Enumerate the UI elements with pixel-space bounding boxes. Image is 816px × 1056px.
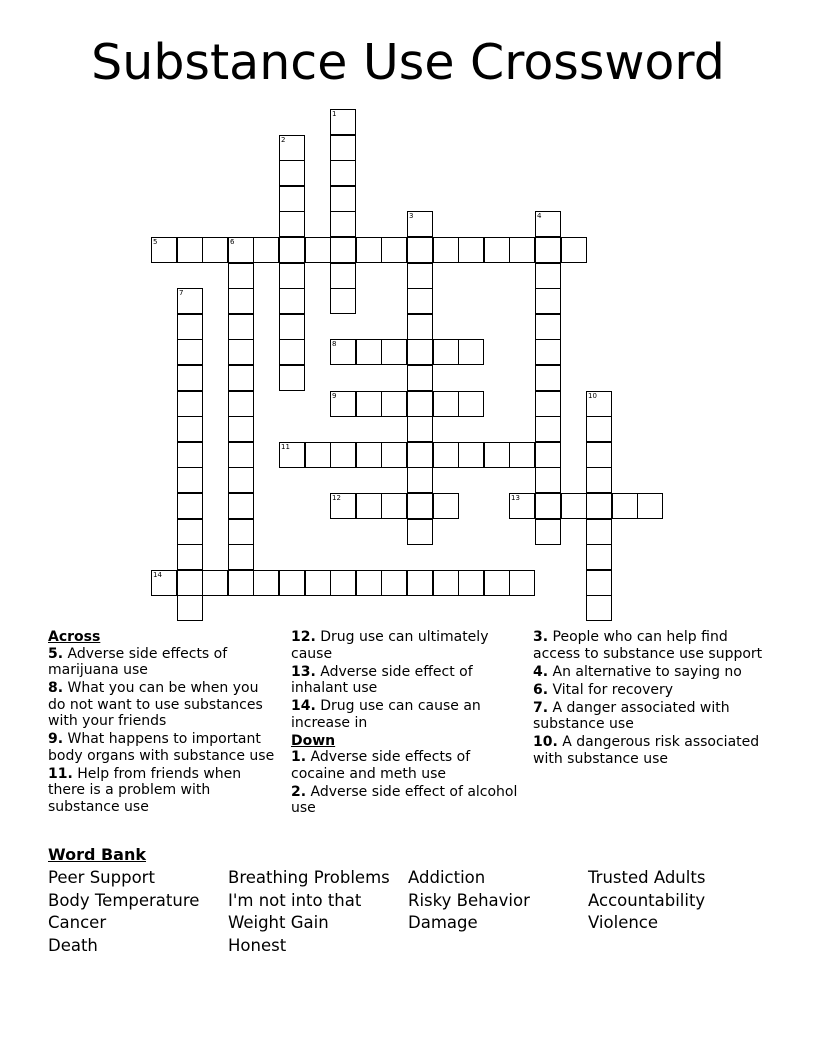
grid-cell[interactable]: [177, 519, 203, 545]
grid-cell[interactable]: [228, 263, 254, 289]
grid-cell[interactable]: [535, 493, 561, 519]
grid-cell[interactable]: [330, 391, 356, 417]
clue-number: 8.: [48, 680, 64, 696]
grid-cell[interactable]: [330, 288, 356, 314]
grid-cell[interactable]: [151, 237, 177, 263]
word-bank-item: Body Temperature: [48, 891, 200, 910]
grid-cell[interactable]: [535, 365, 561, 391]
grid-cell[interactable]: [535, 339, 561, 365]
grid-cell[interactable]: [330, 211, 356, 237]
grid-cell[interactable]: [433, 493, 459, 519]
clue: [291, 749, 519, 782]
word-bank-item: I'm not into that: [228, 891, 362, 910]
clue: [48, 680, 276, 730]
grid-cell[interactable]: [381, 493, 407, 519]
grid-cell[interactable]: [279, 365, 305, 391]
across-heading: Across: [48, 629, 101, 645]
clue-number: 1.: [291, 749, 307, 765]
grid-cell[interactable]: [407, 570, 433, 596]
grid-cell[interactable]: [177, 391, 203, 417]
clue-number: 13.: [291, 663, 316, 680]
clue: [291, 629, 519, 662]
grid-cell[interactable]: [356, 237, 382, 263]
grid-cell[interactable]: [330, 160, 356, 186]
grid-cell[interactable]: [407, 314, 433, 340]
clue-number: 11: [281, 443, 290, 451]
grid-cell[interactable]: [561, 237, 587, 263]
grid-cell[interactable]: [177, 416, 203, 442]
grid-cell[interactable]: [407, 288, 433, 314]
clue-text: Drug use can cause an increase in: [291, 698, 481, 731]
word-bank-item: Violence: [588, 913, 659, 932]
clue-text: Help from friends when there is a problem with substance use: [48, 765, 242, 815]
grid-cell[interactable]: [535, 467, 561, 493]
grid-cell[interactable]: [586, 391, 612, 417]
grid-cell[interactable]: [228, 365, 254, 391]
grid-cell[interactable]: [407, 467, 433, 493]
grid-cell[interactable]: [586, 467, 612, 493]
clue-number: 4.: [533, 663, 549, 680]
clue-number: 13: [511, 494, 520, 502]
grid-cell[interactable]: [228, 391, 254, 417]
grid-cell[interactable]: [407, 339, 433, 365]
clue: [48, 766, 276, 816]
clue-number: 4: [537, 212, 542, 220]
grid-cell[interactable]: [177, 493, 203, 519]
grid-cell[interactable]: [228, 339, 254, 365]
clue-number: 5: [153, 238, 158, 246]
grid-cell[interactable]: [509, 237, 535, 263]
grid-cell[interactable]: [509, 442, 535, 468]
grid-cell[interactable]: [228, 493, 254, 519]
grid-cell[interactable]: [356, 570, 382, 596]
grid-cell[interactable]: [228, 314, 254, 340]
word-bank-title: Word Bank: [48, 845, 147, 864]
clue-text: An alternative to saying no: [548, 663, 742, 680]
grid-cell[interactable]: [330, 339, 356, 365]
grid-cell[interactable]: [151, 570, 177, 596]
grid-cell[interactable]: [279, 263, 305, 289]
word-bank-item: Risky Behavior: [408, 891, 530, 910]
grid-cell[interactable]: [228, 544, 254, 570]
clue-number: 9: [332, 392, 337, 400]
grid-cell[interactable]: [177, 365, 203, 391]
across-clue-list-continued: [291, 629, 519, 731]
grid-cell[interactable]: [535, 288, 561, 314]
clue-text: Drug use can ultimately cause: [291, 629, 489, 662]
grid-cell[interactable]: [228, 570, 254, 596]
grid-cell[interactable]: [228, 442, 254, 468]
grid-cell[interactable]: [253, 570, 279, 596]
clue-number: 6.: [533, 681, 549, 698]
grid-cell[interactable]: [509, 570, 535, 596]
grid-cell[interactable]: [586, 416, 612, 442]
grid-cell[interactable]: [356, 493, 382, 519]
word-bank-item: Death: [48, 936, 98, 955]
grid-cell[interactable]: [177, 339, 203, 365]
grid-cell[interactable]: [407, 519, 433, 545]
grid-cell[interactable]: [177, 442, 203, 468]
grid-cell[interactable]: [330, 442, 356, 468]
clue-number: 5.: [48, 645, 64, 662]
clue-text: A danger associated with substance use: [533, 699, 730, 732]
grid-cell[interactable]: [586, 595, 612, 621]
clue-number: 6: [230, 238, 235, 246]
clue-number: 10: [588, 392, 597, 400]
clue-text: People who can help find access to substance use support: [533, 629, 763, 662]
grid-cell[interactable]: [535, 519, 561, 545]
clue: [291, 784, 519, 817]
clue-number: 8: [332, 340, 337, 348]
clue-number: 7.: [533, 699, 549, 716]
grid-cell[interactable]: [356, 391, 382, 417]
grid-cell[interactable]: [381, 570, 407, 596]
down-clue-list-continued: [533, 629, 773, 767]
clue-text: A dangerous risk associated with substance use: [533, 734, 760, 767]
grid-cell[interactable]: [407, 237, 433, 263]
clues-column-1: [48, 629, 276, 817]
grid-cell[interactable]: [177, 288, 203, 314]
clue: [533, 734, 773, 767]
grid-cell[interactable]: [279, 237, 305, 263]
grid-cell[interactable]: [330, 570, 356, 596]
across-clue-list: [48, 646, 276, 816]
grid-cell[interactable]: [535, 391, 561, 417]
grid-cell[interactable]: [484, 237, 510, 263]
grid-cell[interactable]: [177, 467, 203, 493]
clue-number: 3: [409, 212, 414, 220]
grid-cell[interactable]: [330, 237, 356, 263]
grid-cell[interactable]: [356, 339, 382, 365]
grid-cell[interactable]: [381, 339, 407, 365]
grid-cell[interactable]: [330, 263, 356, 289]
grid-cell[interactable]: [177, 570, 203, 596]
grid-cell[interactable]: [433, 442, 459, 468]
grid-cell[interactable]: [228, 288, 254, 314]
page-title: Substance Use Crossword: [91, 34, 725, 91]
grid-cell[interactable]: [279, 314, 305, 340]
clue-number: 10.: [533, 734, 558, 750]
grid-cell[interactable]: [279, 288, 305, 314]
clue-text: Adverse side effect of alcohol use: [291, 783, 518, 816]
clue-text: What happens to important body organs with substance use: [48, 731, 275, 764]
grid-cell[interactable]: [433, 570, 459, 596]
grid-cell[interactable]: [586, 570, 612, 596]
grid-cell[interactable]: [381, 391, 407, 417]
grid-cell[interactable]: [202, 237, 228, 263]
word-bank-item: Honest: [228, 936, 287, 955]
grid-cell[interactable]: [228, 416, 254, 442]
word-bank-item: Breathing Problems: [228, 868, 390, 887]
grid-cell[interactable]: [279, 211, 305, 237]
clue: [533, 664, 773, 681]
clue-number: 1: [332, 110, 337, 118]
grid-cell[interactable]: [586, 519, 612, 545]
clue: [48, 646, 276, 679]
clue-text: Adverse side effects of marijuana use: [48, 645, 228, 678]
grid-cell[interactable]: [407, 263, 433, 289]
word-bank-item: Trusted Adults: [588, 868, 706, 887]
grid-cell[interactable]: [279, 442, 305, 468]
grid-cell[interactable]: [381, 237, 407, 263]
grid-cell[interactable]: [561, 493, 587, 519]
word-bank-item: Accountability: [588, 891, 706, 910]
grid-cell[interactable]: [279, 135, 305, 161]
clue-number: 9.: [48, 731, 64, 747]
grid-cell[interactable]: [228, 519, 254, 545]
clue-number: 11.: [48, 765, 73, 782]
grid-cell[interactable]: [202, 570, 228, 596]
grid-cell[interactable]: [458, 570, 484, 596]
grid-cell[interactable]: [253, 237, 279, 263]
grid-cell[interactable]: [458, 391, 484, 417]
grid-cell[interactable]: [330, 186, 356, 212]
grid-cell[interactable]: [177, 544, 203, 570]
grid-cell[interactable]: [305, 237, 331, 263]
grid-cell[interactable]: [407, 365, 433, 391]
clue: [533, 682, 773, 699]
grid-cell[interactable]: [228, 467, 254, 493]
grid-cell[interactable]: [535, 263, 561, 289]
word-bank-item: Weight Gain: [228, 913, 329, 932]
grid-cell[interactable]: [330, 135, 356, 161]
grid-cell[interactable]: [535, 314, 561, 340]
grid-cell[interactable]: [458, 442, 484, 468]
down-clue-list: [291, 749, 519, 817]
clues-column-3: [533, 629, 773, 769]
down-heading: Down: [291, 732, 336, 749]
grid-cell[interactable]: [407, 416, 433, 442]
word-bank-item: Damage: [408, 913, 478, 932]
word-bank-item: Cancer: [48, 913, 107, 932]
grid-cell[interactable]: [330, 493, 356, 519]
grid-cell[interactable]: [458, 237, 484, 263]
clue: [533, 629, 773, 662]
grid-cell[interactable]: [228, 237, 254, 263]
clue-number: 2: [281, 136, 286, 144]
clue-text: Vital for recovery: [548, 681, 674, 698]
grid-cell[interactable]: [177, 595, 203, 621]
grid-cell[interactable]: [305, 570, 331, 596]
clue-number: 7: [179, 289, 184, 297]
grid-cell[interactable]: [407, 493, 433, 519]
grid-cell[interactable]: [535, 416, 561, 442]
clue-number: 14: [153, 571, 162, 579]
clue-number: 3.: [533, 629, 549, 645]
clue-text: Adverse side effects of cocaine and meth use: [291, 749, 471, 782]
grid-cell[interactable]: [612, 493, 638, 519]
grid-cell[interactable]: [381, 442, 407, 468]
grid-cell[interactable]: [637, 493, 663, 519]
grid-cell[interactable]: [535, 442, 561, 468]
word-bank-item: Addiction: [408, 868, 486, 887]
clue: [291, 664, 519, 697]
clue: [291, 698, 519, 731]
grid-cell[interactable]: [433, 237, 459, 263]
clue-number: 14.: [291, 698, 316, 714]
clue: [533, 700, 773, 733]
grid-cell[interactable]: [305, 442, 331, 468]
grid-cell[interactable]: [177, 314, 203, 340]
grid-cell[interactable]: [279, 160, 305, 186]
grid-cell[interactable]: [279, 186, 305, 212]
grid-cell[interactable]: [484, 442, 510, 468]
grid-cell[interactable]: [177, 237, 203, 263]
clue-text: Adverse side effect of inhalant use: [291, 663, 473, 696]
grid-cell[interactable]: [433, 339, 459, 365]
clue-number: 12: [332, 494, 341, 502]
grid-cell[interactable]: [279, 570, 305, 596]
grid-cell[interactable]: [279, 339, 305, 365]
grid-cell[interactable]: [535, 237, 561, 263]
word-bank-item: Peer Support: [48, 868, 155, 887]
grid-cell[interactable]: [458, 339, 484, 365]
grid-cell[interactable]: [330, 109, 356, 135]
grid-cell[interactable]: [535, 211, 561, 237]
clue: [48, 731, 276, 764]
clue-number: 2.: [291, 783, 307, 800]
grid-cell[interactable]: [407, 391, 433, 417]
grid-cell[interactable]: [484, 570, 510, 596]
grid-cell[interactable]: [407, 211, 433, 237]
grid-cell[interactable]: [586, 544, 612, 570]
clue-text: What you can be when you do not want to use substances with your friends: [48, 680, 263, 729]
grid-cell[interactable]: [586, 442, 612, 468]
grid-cell[interactable]: [407, 442, 433, 468]
grid-cell[interactable]: [433, 391, 459, 417]
grid-cell[interactable]: [509, 493, 535, 519]
grid-cell[interactable]: [586, 493, 612, 519]
clues-column-2: [291, 629, 519, 818]
grid-cell[interactable]: [356, 442, 382, 468]
clue-number: 12.: [291, 629, 316, 645]
